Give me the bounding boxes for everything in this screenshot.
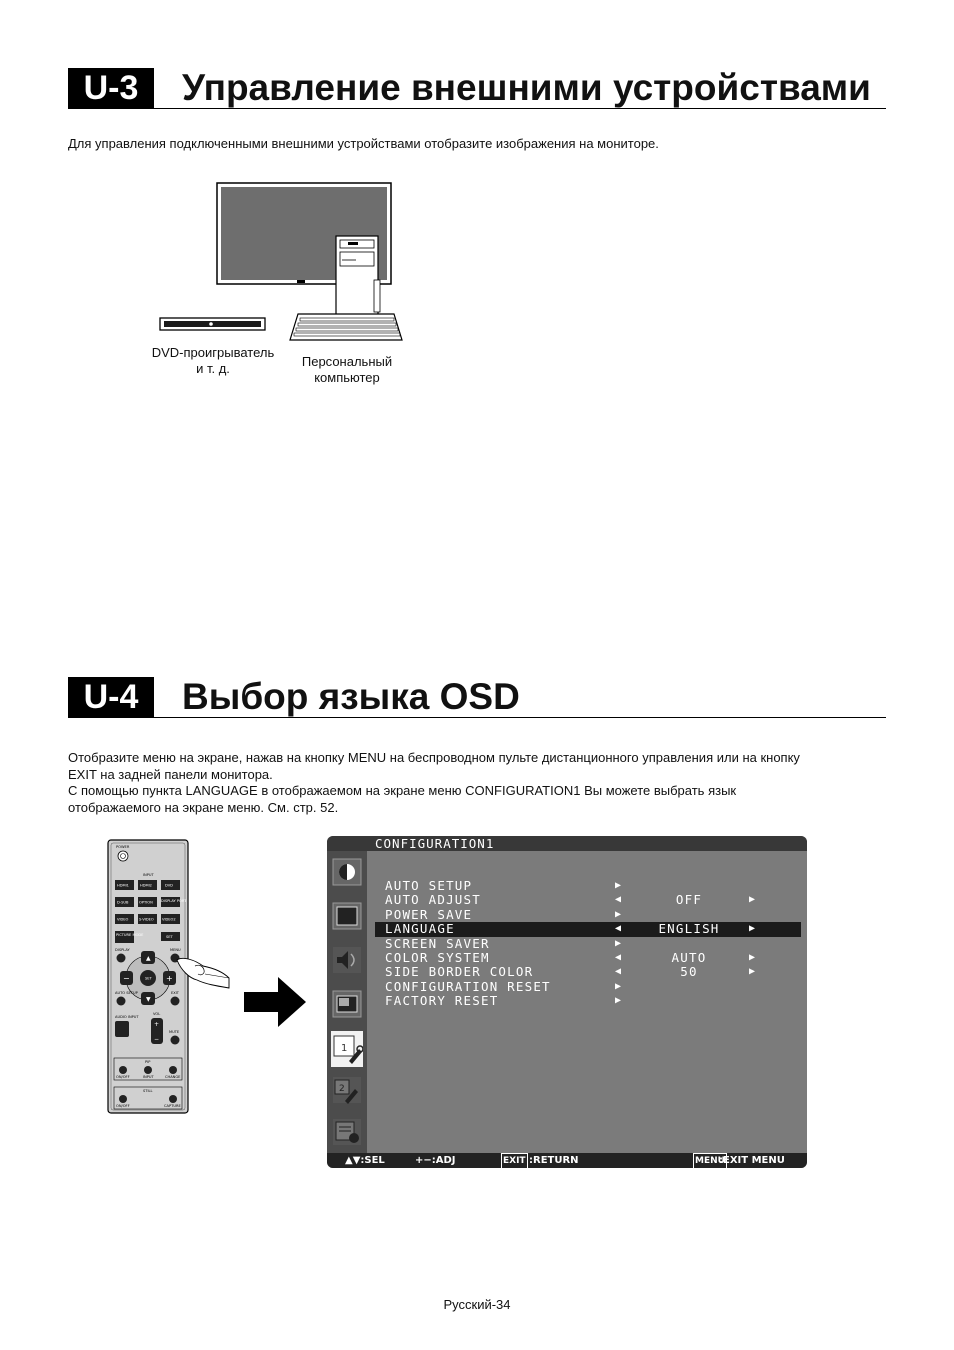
osd-sidebar (327, 851, 367, 1153)
remote-vol-label: VOL (153, 1012, 161, 1016)
dvd-caption (140, 345, 286, 377)
dvd-caption-line1: DVD-проигрыватель (151, 345, 275, 360)
pc-caption-line2: компьютер (314, 370, 380, 385)
arrow-left-icon[interactable]: ◀ (615, 894, 623, 906)
remote-menu-label: MENU (170, 948, 181, 952)
configuration-icon[interactable] (331, 1031, 363, 1067)
arrow-left-icon[interactable]: ◀ (615, 923, 623, 935)
svg-text:+: + (166, 974, 173, 983)
arrow-right-icon[interactable]: ▶ (749, 966, 757, 978)
osd-item-label: SCREEN SAVER (385, 935, 490, 951)
osd-item-label: AUTO ADJUST (385, 892, 481, 908)
osd-item-label: AUTO SETUP (385, 878, 473, 893)
remote-btn-label: CAPTURE (164, 1104, 181, 1108)
arrow-right-icon: ▶ (615, 995, 623, 1007)
remote-display-label: DISPLAY (115, 948, 130, 952)
schedule-icon[interactable] (331, 989, 363, 1019)
pc-tower-illustration (336, 236, 380, 324)
svg-text:▲: ▲ (146, 955, 151, 962)
remote-input-buttons (115, 880, 187, 924)
section-u4-header (68, 677, 886, 718)
page-number: Русский-34 (443, 1297, 511, 1312)
keyboard-illustration (290, 314, 402, 340)
svg-text:▼: ▼ (146, 996, 151, 1003)
remote-btn-label: D-SUB (117, 900, 129, 905)
osd-item-factory-reset[interactable] (385, 994, 805, 1008)
remote-btn-label: ON/OFF (116, 1104, 130, 1108)
remote-pip-label: PIP (145, 1060, 151, 1064)
arrow-left-icon[interactable]: ◀ (615, 951, 623, 963)
osd-item-value: 50 (680, 964, 698, 980)
svg-text:1: 1 (341, 1043, 348, 1054)
osd-item-label: LANGUAGE (385, 921, 455, 937)
arrow-right-icon: ▶ (615, 908, 623, 920)
configuration2-icon[interactable] (331, 1075, 363, 1105)
osd-menu-list (385, 879, 805, 1009)
osd-help-return: :RETURN (529, 1155, 579, 1166)
remote-btn-label: DVD (165, 883, 173, 888)
osd-item-power-save[interactable] (385, 908, 805, 922)
u3-description: Для управления подключенными внешними устройствами отобразите изображения на мониторе. (68, 136, 659, 151)
remote-btn-label: CHANGE (165, 1075, 181, 1079)
osd-item-value: ENGLISH (658, 921, 720, 937)
osd-item-label: CONFIGURATION RESET (385, 978, 551, 994)
arrow-right-icon[interactable]: ▶ (749, 951, 757, 963)
osd-item-configuration-reset[interactable] (385, 980, 805, 994)
osd-item-value: AUTO (671, 949, 707, 965)
arrow-right-icon: ▶ (615, 937, 623, 949)
svg-text:−: − (154, 1036, 160, 1043)
remote-input-label: INPUT (143, 873, 154, 877)
arrow-right-icon[interactable]: ▶ (749, 894, 757, 906)
u4-line: Отобразите меню на экране, нажав на кнопку MENU на беспроводном пульте дистанционного управления или на кнопку (68, 750, 800, 765)
arrow-left-icon[interactable]: ◀ (615, 966, 623, 978)
remote-control-illustration (105, 838, 235, 1116)
remote-btn-label: OPTION (139, 900, 153, 905)
osd-help-adj: +−:ADJ (415, 1155, 456, 1166)
remote-power-label: POWER (116, 845, 130, 849)
remote-btn-label: HDMI2 (140, 883, 152, 888)
osd-item-label: FACTORY RESET (385, 993, 499, 1009)
remote-mute-label: MUTE (169, 1030, 180, 1034)
osd-help-bar (327, 1153, 807, 1168)
arrow-right-icon[interactable]: ▶ (749, 923, 757, 935)
remote-btn-label: VIDEO2 (162, 917, 176, 922)
osd-help-sel: ▲▼:SEL (345, 1155, 385, 1166)
picture-icon[interactable] (331, 901, 363, 931)
arrow-right-icon: ▶ (615, 880, 623, 891)
osd-item-screen-saver[interactable] (385, 937, 805, 951)
osd-item-color-system[interactable] (385, 951, 805, 965)
u4-description (68, 750, 800, 816)
pc-caption-line1: Персональный (301, 354, 393, 369)
osd-item-side-border-color[interactable] (385, 965, 805, 979)
arrow-right-icon: ▶ (615, 980, 623, 992)
svg-text:−: − (123, 974, 130, 983)
remote-btn-label: SET (166, 935, 173, 939)
section-title: Управление внешними устройствами (182, 67, 871, 108)
osd-item-label: POWER SAVE (385, 906, 473, 922)
devices-illustration (150, 180, 410, 350)
osd-item-language[interactable] (375, 922, 801, 936)
remote-btn-label: S-VIDEO (139, 917, 154, 922)
pc-caption (290, 354, 404, 386)
remote-btn-label: ON/OFF (116, 1075, 130, 1079)
section-badge: U-4 (68, 677, 154, 717)
remote-btn-label: PICTURE MODE (116, 933, 144, 937)
osd-exit-key: EXIT (501, 1153, 528, 1168)
audio-icon[interactable] (331, 945, 363, 975)
advanced-option-icon[interactable] (331, 1117, 363, 1147)
brightness-icon[interactable] (331, 857, 363, 887)
dvd-player-illustration (160, 318, 265, 330)
section-title: Выбор языка OSD (182, 676, 520, 717)
svg-text:2: 2 (339, 1084, 345, 1094)
section-u3-header (68, 68, 886, 109)
u4-line: С помощью пункта LANGUAGE в отображаемом на экране меню CONFIGURATION1 Вы можете выбрать язык (68, 783, 737, 798)
osd-item-auto-adjust[interactable] (385, 893, 805, 907)
osd-item-label: SIDE BORDER COLOR (385, 964, 534, 980)
u4-line: EXIT на задней панели монитора. (68, 766, 273, 782)
remote-power-button (118, 851, 128, 861)
remote-audio-label: AUDIO INPUT (115, 1015, 139, 1019)
remote-btn-label: HDMI1 (117, 883, 129, 888)
dvd-caption-line2: и т. д. (196, 361, 230, 376)
arrow-right-icon (244, 977, 308, 1027)
remote-exit-label: EXIT (171, 991, 179, 995)
osd-menu-key: MENU (693, 1153, 727, 1168)
remote-btn-label: DISPLAY PORT (161, 899, 187, 903)
osd-screen (327, 836, 807, 1168)
osd-item-label: COLOR SYSTEM (385, 949, 490, 965)
osd-item-auto-setup[interactable] (385, 879, 805, 893)
remote-btn-label: VIDEO (117, 917, 129, 922)
section-badge: U-3 (68, 68, 154, 108)
osd-help-exit-menu: :EXIT MENU (719, 1155, 785, 1166)
remote-btn-label: SET (145, 976, 152, 981)
remote-still-label: STILL (143, 1089, 153, 1093)
u4-line: отображаемого на экране меню. См. стр. 52. (68, 799, 339, 815)
remote-auto-setup-label: AUTO SETUP (115, 991, 138, 995)
osd-title: CONFIGURATION1 (375, 836, 495, 851)
remote-btn-label: INPUT (143, 1075, 154, 1079)
osd-title-bar (327, 836, 807, 851)
osd-item-value: OFF (675, 892, 703, 908)
svg-text:+: + (154, 1021, 160, 1028)
